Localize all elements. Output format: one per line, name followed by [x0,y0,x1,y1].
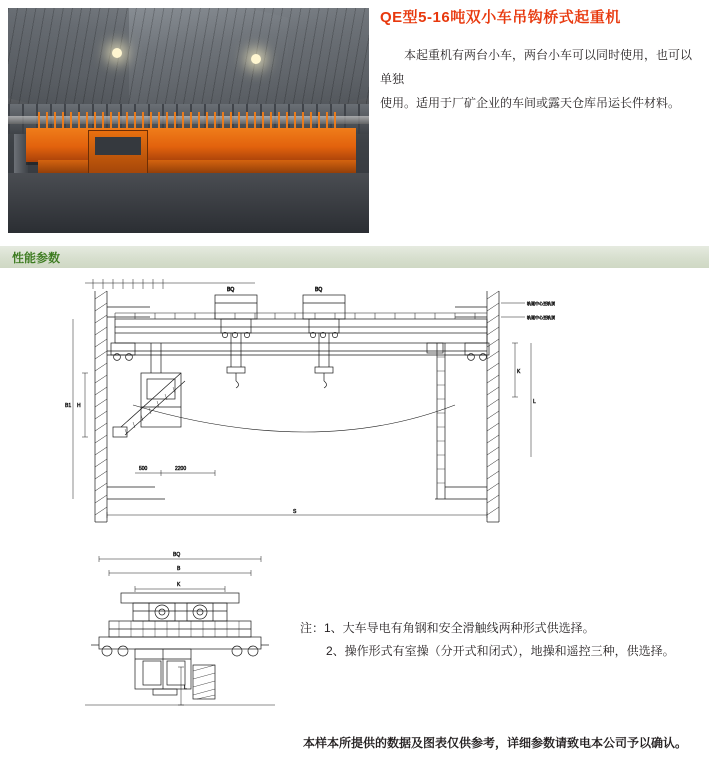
product-description [380,43,700,115]
right-legend [501,300,556,320]
left-wall [95,291,165,522]
trolley-left [215,287,257,388]
dim-k: K [517,369,521,375]
right-wall [435,291,499,522]
girder-cross-section [109,621,251,637]
end-carriage-left [111,343,135,360]
dim-h: H [77,403,81,409]
end-truck [91,637,269,656]
plan-operator-cab [135,649,191,695]
photo-crane-main-girder [26,128,356,162]
notes-block [300,617,700,663]
plan-dim-l: L [184,685,187,691]
plan-dim-b: B [177,566,181,572]
note-line-2: 2、操作形式有室操（分开式和闭式），地操和遥控三种，供选择。 [326,643,675,658]
operator-cab [113,343,185,437]
photo-ceiling-lamp-icon [251,54,261,64]
dimension-lines [65,319,536,518]
technical-drawings [0,272,709,750]
product-description-line-2: 使用。适用于厂矿企业的车间或露天仓库吊运长件材料。 [380,96,681,110]
legend-bottom-label: 轨道中心至轨顶 [527,315,555,320]
trolley-right [303,287,345,388]
dim-l: L [533,399,536,405]
main-girder [115,319,487,343]
walkway-handrail [115,313,487,319]
dim-2200: 2200 [175,466,187,472]
plan-dimensions [99,552,261,705]
product-title: QE型5-16吨双小车吊钩桥式起重机 [380,9,621,26]
plan-hatched-panel [193,665,215,699]
section-title: 性能参数 [12,251,61,265]
photo-cab-window [95,137,141,155]
trolley-right-label: BQ [315,287,323,293]
end-carriage-right [465,343,489,360]
trolley-frame [121,593,239,621]
photo-floor [8,173,369,233]
dim-s: S [293,509,297,515]
trolley-left-label: BQ [227,287,235,293]
section-bar-performance [0,246,709,268]
product-text-block [380,0,700,115]
photo-crane-lower-girder [38,160,356,174]
product-description-line-1: 本起重机有两台小车，两台小车可以同时使用，也可以单独 [380,48,693,86]
photo-ceiling-lamp-icon [112,48,122,58]
product-photo [8,8,369,233]
plan-dim-bq: BQ [173,552,181,558]
legend-top-label: 轨道中心至轨顶 [527,301,555,306]
plan-dim-k: K [177,582,181,588]
product-header-section [0,0,709,236]
right-service-structure [427,343,445,499]
dim-b1: B1 [65,403,72,409]
disclaimer-text: 本样本所提供的数据及图表仅供参考，详细参数请致电本公司予以确认。 [303,736,688,750]
plan-drawing [75,547,285,712]
note-line-1: 注：1、大车导电有角钢和安全滑触线两种形式供选择。 [300,621,595,635]
dim-500: 500 [139,466,148,472]
elevation-drawing [55,277,575,532]
